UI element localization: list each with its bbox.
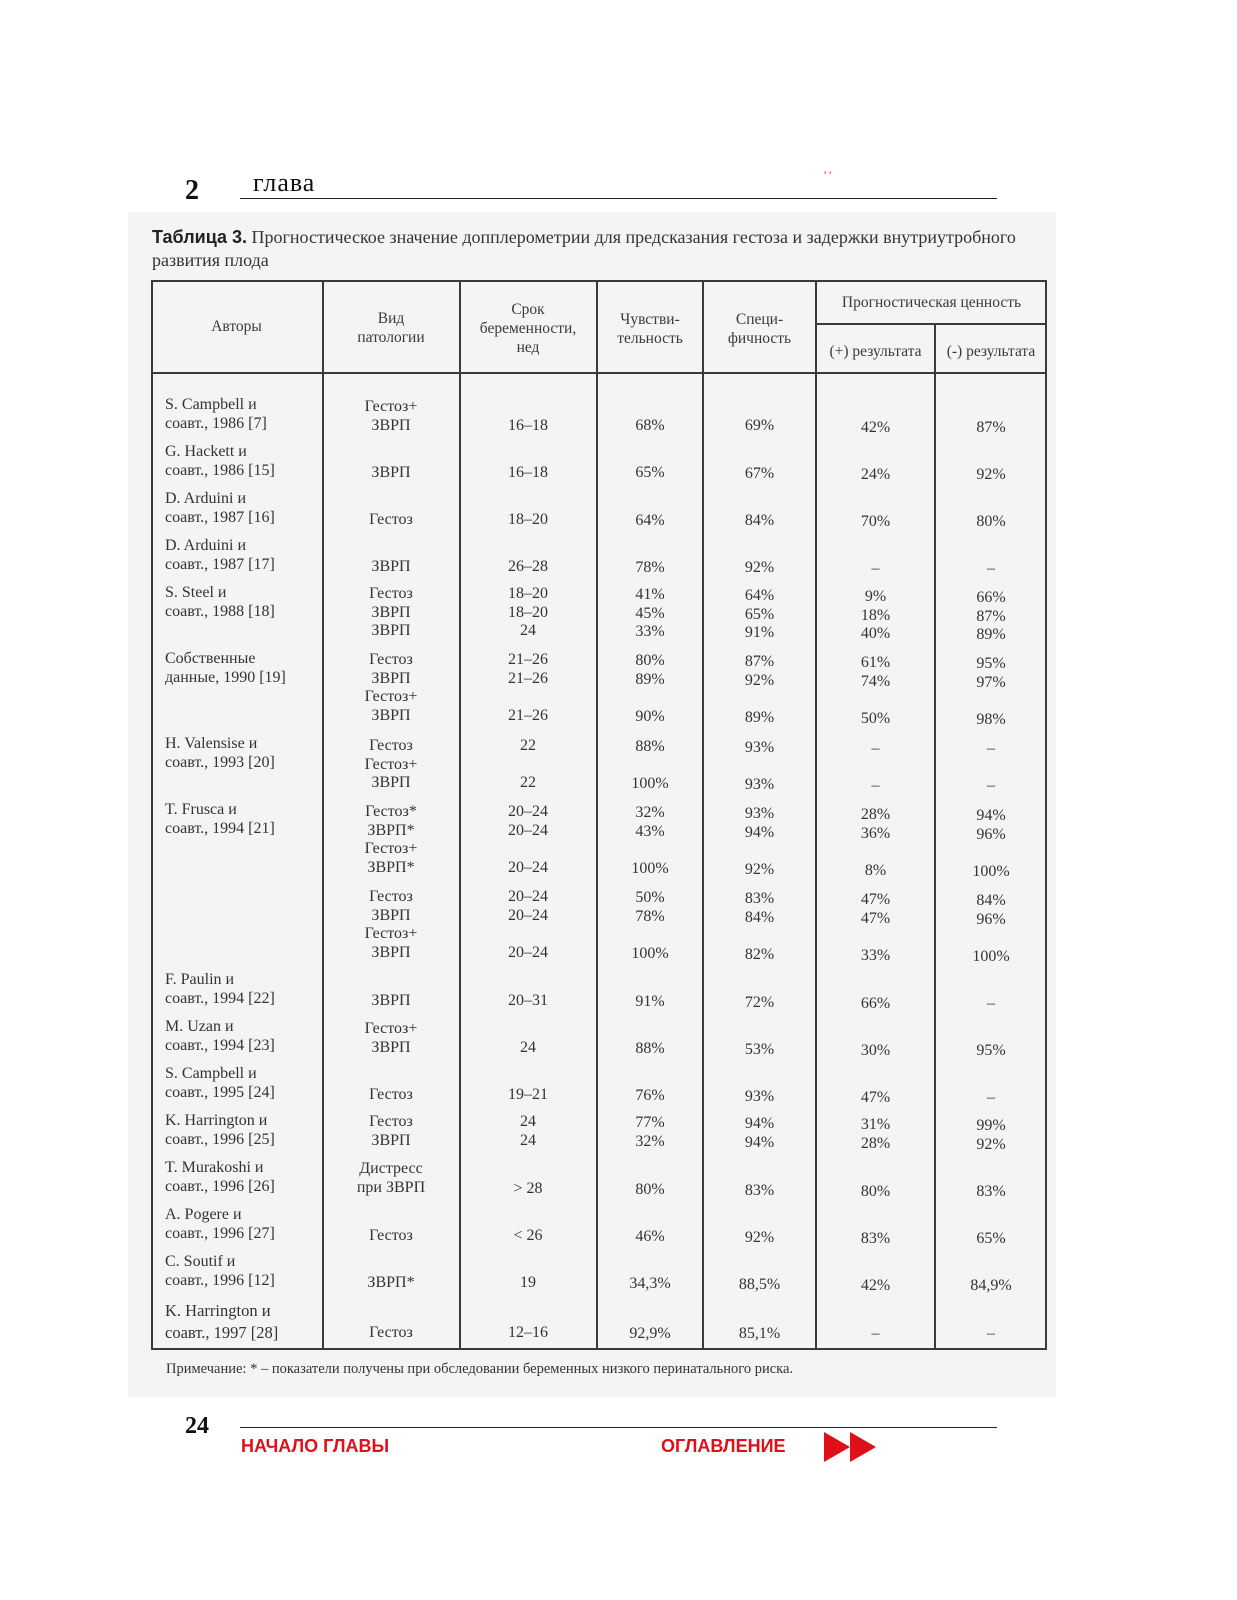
cell-positive: 31% 28% [860, 1116, 891, 1152]
cell-negative: – [987, 559, 995, 577]
cell-pathology: Дистресс при ЗВРП [356, 1160, 426, 1196]
cell-specificity: 69% [744, 416, 775, 434]
cell-pathology: Гестоз [369, 1085, 413, 1103]
cell-pathology: Гестоз ЗВРП [369, 1113, 413, 1149]
contents-link[interactable]: ОГЛАВЛЕНИЕ [661, 1436, 786, 1456]
cell-positive: 42% [860, 1276, 891, 1294]
cell-specificity: 92% [744, 558, 775, 576]
table-note: Примечание: * – показатели получены при обследовании беременных низкого перинатального риска. [166, 1361, 794, 1377]
cell-specificity: 92% [744, 1228, 775, 1246]
cell-specificity: 85,1% [738, 1324, 781, 1342]
cell-authors: T. Frusca и соавт., 1994 [21] [165, 801, 275, 837]
cell-negative: – [987, 1088, 995, 1106]
cell-sensitivity: 77% 32% [635, 1114, 665, 1150]
cell-term: 26–28 [508, 557, 548, 575]
cell-pathology: Гестоз+ ЗВРП [364, 1020, 418, 1056]
cell-positive: 24% [860, 465, 891, 483]
cell-specificity: 83% [744, 1181, 775, 1199]
cell-term: 21–26 21–26 21–26 [508, 651, 548, 724]
cell-authors: A. Pogere и соавт., 1996 [27] [165, 1206, 275, 1242]
cell-sensitivity: 50% 78% 100% [631, 889, 669, 962]
next-page-button[interactable] [824, 1432, 878, 1462]
cell-sensitivity: 78% [635, 558, 665, 576]
header-sensitivity: Чувстви- тельность [617, 311, 683, 347]
cell-pathology: Гестоз ЗВРП ЗВРП [369, 585, 413, 639]
cell-positive: 66% [860, 994, 891, 1012]
table-caption [152, 226, 1052, 272]
cell-authors: H. Valensise и соавт., 1993 [20] [165, 735, 275, 771]
cell-authors: S. Steel и соавт., 1988 [18] [165, 584, 275, 620]
cell-negative: – [987, 994, 995, 1012]
cell-negative: 84,9% [970, 1276, 1012, 1294]
cell-pathology: Гестоз ЗВРП Гестоз+ ЗВРП [364, 888, 418, 961]
header-predictive-value: Прогностическая ценность [841, 294, 1022, 311]
cell-negative: 95% 97% 98% [976, 655, 1006, 728]
header-positive: (+) результата [829, 343, 922, 360]
cell-pathology: Гестоз+ ЗВРП [364, 398, 418, 434]
cell-pathology: ЗВРП [371, 463, 411, 481]
footer-rule [240, 1427, 997, 1428]
cell-specificity: 83% 84% 82% [744, 890, 775, 963]
decorative-marks: ' ' [824, 168, 832, 182]
chapter-word: глава [253, 168, 316, 197]
table-caption-label: Таблица 3. [152, 227, 248, 247]
cell-positive: 42% [860, 418, 891, 436]
cell-specificity: 72% [744, 993, 775, 1011]
cell-sensitivity: 76% [635, 1086, 665, 1104]
cell-pathology: Гестоз Гестоз+ ЗВРП [364, 737, 418, 791]
cell-positive: 61% 74% 50% [860, 654, 891, 727]
header-specificity: Специ- фичность [727, 311, 792, 347]
cell-sensitivity: 65% [635, 463, 665, 481]
cell-authors: C. Soutif и соавт., 1996 [12] [165, 1253, 275, 1289]
cell-sensitivity: 88% [635, 1039, 665, 1057]
header-rule [240, 198, 997, 199]
cell-pathology: ЗВРП* [367, 1273, 415, 1291]
cell-specificity: 93% 94% 92% [744, 805, 775, 878]
cell-specificity: 94% 94% [744, 1115, 775, 1151]
header-authors: Авторы [211, 318, 262, 335]
cell-pathology: Гестоз* ЗВРП* Гестоз+ ЗВРП* [364, 803, 418, 876]
cell-negative: – – [987, 740, 995, 794]
cell-term: < 26 [513, 1226, 543, 1244]
cell-pathology: Гестоз [369, 1323, 413, 1341]
cell-positive: – – [871, 740, 880, 794]
cell-specificity: 93% [744, 1087, 775, 1105]
cell-specificity: 93% 93% [744, 739, 775, 793]
cell-sensitivity: 80% 89% 90% [635, 652, 665, 725]
cell-authors: F. Paulin и соавт., 1994 [22] [165, 971, 275, 1007]
cell-specificity: 67% [744, 464, 775, 482]
cell-sensitivity: 68% [635, 416, 665, 434]
page-number: 24 [185, 1413, 209, 1439]
cell-positive: 47% 47% 33% [860, 891, 891, 964]
cell-sensitivity: 92,9% [629, 1324, 671, 1342]
cell-negative: – [987, 1324, 995, 1342]
cell-term: 20–31 [508, 991, 548, 1009]
double-triangle-right-icon [824, 1432, 878, 1462]
cell-positive: 9% 18% 40% [860, 588, 891, 642]
cell-positive: – [871, 559, 880, 577]
cell-pathology: ЗВРП [371, 991, 411, 1009]
cell-term: 22 22 [520, 737, 536, 791]
cell-term: > 28 [513, 1179, 543, 1197]
cell-specificity: 53% [744, 1040, 775, 1058]
cell-positive: 83% [860, 1229, 891, 1247]
cell-sensitivity: 41% 45% 33% [635, 586, 665, 640]
cell-specificity: 87% 92% 89% [744, 653, 775, 726]
cell-authors: S. Campbell и соавт., 1986 [7] [165, 396, 267, 432]
cell-specificity: 64% 65% 91% [744, 587, 775, 641]
cell-authors: D. Arduini и соавт., 1987 [17] [165, 537, 275, 573]
table-caption-text: Прогностическое значение допплерометрии для предсказания гестоза и задержки внутриутробного развития плода [152, 227, 1016, 270]
cell-sensitivity: 46% [635, 1227, 665, 1245]
cell-negative: 87% [976, 418, 1006, 436]
cell-term: 16–18 [508, 463, 548, 481]
cell-sensitivity: 32% 43% 100% [631, 804, 669, 877]
cell-negative: 80% [976, 512, 1006, 530]
cell-negative: 83% [976, 1182, 1006, 1200]
cell-pathology: Гестоз ЗВРП Гестоз+ ЗВРП [364, 651, 418, 724]
cell-sensitivity: 80% [635, 1180, 665, 1198]
chapter-number: 2 [185, 175, 199, 206]
cell-sensitivity: 88% 100% [631, 738, 669, 792]
cell-negative: 65% [976, 1229, 1006, 1247]
header-pathology: Вид патологии [357, 310, 425, 346]
cell-term: 20–24 20–24 20–24 [508, 888, 548, 961]
cell-authors: Собственные данные, 1990 [19] [165, 650, 286, 686]
cell-term: 18–20 18–20 24 [508, 585, 548, 639]
cell-negative: 99% 92% [976, 1117, 1006, 1153]
cell-negative: 92% [976, 465, 1006, 483]
cell-negative: 66% 87% 89% [976, 589, 1006, 643]
cell-authors: D. Arduini и соавт., 1987 [16] [165, 490, 275, 526]
cell-term: 19–21 [508, 1085, 548, 1103]
cell-pathology: Гестоз [369, 1226, 413, 1244]
cell-term: 18–20 [508, 510, 548, 528]
cell-authors: G. Hackett и соавт., 1986 [15] [165, 443, 275, 479]
cell-sensitivity: 91% [635, 992, 665, 1010]
header-term: Срок беременности, нед [479, 301, 577, 356]
cell-specificity: 88,5% [738, 1275, 781, 1293]
cell-authors: T. Murakoshi и соавт., 1996 [26] [165, 1159, 275, 1195]
cell-positive: 47% [860, 1088, 891, 1106]
cell-authors: K. Harrington и соавт., 1997 [28] [165, 1301, 279, 1342]
cell-sensitivity: 34,3% [629, 1274, 671, 1292]
cell-pathology: ЗВРП [371, 557, 411, 575]
cell-positive: 70% [860, 512, 891, 530]
cell-authors: K. Harrington и соавт., 1996 [25] [165, 1112, 275, 1148]
header-subrule [815, 323, 1047, 325]
header-bottom-rule [151, 372, 1047, 374]
cell-negative: 84% 96% 100% [972, 892, 1010, 965]
cell-positive: 30% [860, 1041, 891, 1059]
cell-negative: 94% 96% 100% [972, 807, 1010, 880]
cell-term: 12–16 [508, 1323, 548, 1341]
cell-term: 16–18 [508, 416, 548, 434]
cell-term: 24 24 [520, 1113, 536, 1149]
cell-positive: 28% 36% 8% [860, 806, 891, 879]
header-negative: (-) результата [946, 343, 1036, 360]
cell-authors: M. Uzan и соавт., 1994 [23] [165, 1018, 275, 1054]
cell-positive: – [871, 1324, 880, 1342]
cell-pathology: Гестоз [369, 510, 413, 528]
cell-term: 24 [520, 1038, 536, 1056]
cell-authors: S. Campbell и соавт., 1995 [24] [165, 1065, 275, 1101]
cell-negative: 95% [976, 1041, 1006, 1059]
cell-positive: 80% [860, 1182, 891, 1200]
cell-specificity: 84% [744, 511, 775, 529]
cell-term: 19 [520, 1273, 536, 1291]
cell-term: 20–24 20–24 20–24 [508, 803, 548, 876]
cell-sensitivity: 64% [635, 511, 665, 529]
chapter-start-link[interactable]: НАЧАЛО ГЛАВЫ [241, 1436, 390, 1456]
